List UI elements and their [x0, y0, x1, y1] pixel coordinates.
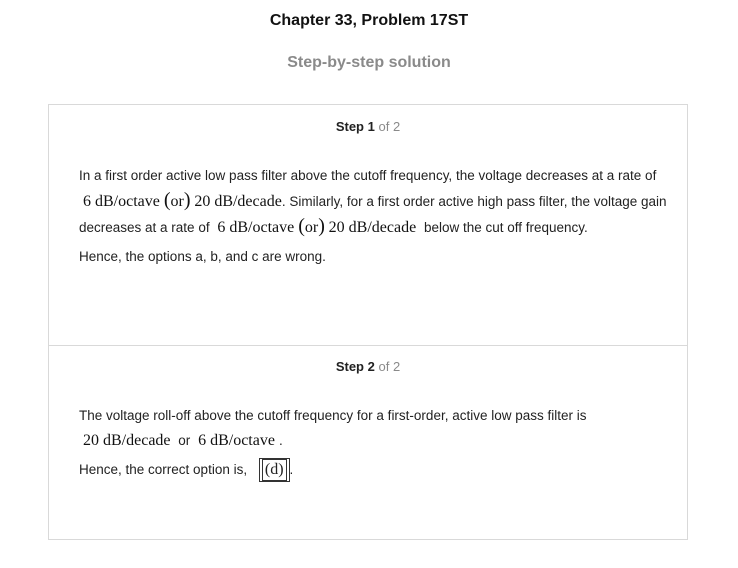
math-or: or — [170, 193, 184, 210]
step-number: 2 — [367, 359, 375, 374]
step-total: of 2 — [378, 119, 401, 134]
step-number: 1 — [367, 119, 375, 134]
math-paren-open: ( — [298, 215, 305, 237]
step-1-text: below the cut off frequency. — [423, 220, 588, 235]
period: . — [278, 433, 283, 448]
math-paren-open: ( — [163, 189, 171, 211]
boxed-answer — [259, 458, 290, 482]
solution-subtitle: Step-by-step solution — [287, 54, 451, 71]
math-expression: 20 dB/decade — [83, 432, 171, 449]
step-2-text: Hence, the correct option is, — [79, 462, 248, 477]
math-expression: 6 dB/octave — [217, 219, 295, 236]
math-expression: 20 dB/decade — [194, 193, 282, 210]
step-1-paragraph-1 — [79, 163, 669, 240]
page-title: Chapter 33, Problem 17ST — [269, 12, 469, 29]
step-label: Step — [335, 359, 364, 374]
step-2-body — [79, 403, 669, 486]
step-1-text: In a first order active low pass filter above the cutoff frequency, the voltage decreases at a rate of — [79, 168, 657, 183]
math-or-text: or — [178, 433, 191, 448]
math-paren-close: ) — [318, 215, 325, 237]
step-2-text: The voltage roll-off above the cutoff frequency for a first-order, active low pass filter is — [79, 408, 587, 423]
step-2-paragraph-1 — [79, 403, 669, 453]
step-1 — [49, 105, 687, 346]
step-1-paragraph-2: Hence, the options a, b, and c are wrong. — [79, 249, 326, 264]
step-2-header — [49, 359, 687, 374]
period: . — [289, 462, 294, 477]
step-2-paragraph-2 — [79, 457, 669, 482]
math-or: or — [304, 219, 319, 236]
step-2 — [49, 345, 687, 539]
step-1-text: . Similarly, for a first order active high pass filter, the voltage gain decreases at a rate of — [79, 194, 667, 235]
step-total: of 2 — [378, 359, 401, 374]
solution-container — [48, 104, 688, 540]
step-1-body — [79, 163, 669, 273]
math-expression: 6 dB/octave — [198, 432, 275, 449]
math-expression: 6 dB/octave — [83, 193, 160, 210]
math-paren-close: ) — [183, 189, 191, 211]
step-label: Step — [335, 119, 364, 134]
math-expression: 20 dB/decade — [328, 219, 417, 236]
step-1-header — [49, 119, 687, 134]
answer-value: (d) — [262, 459, 287, 481]
